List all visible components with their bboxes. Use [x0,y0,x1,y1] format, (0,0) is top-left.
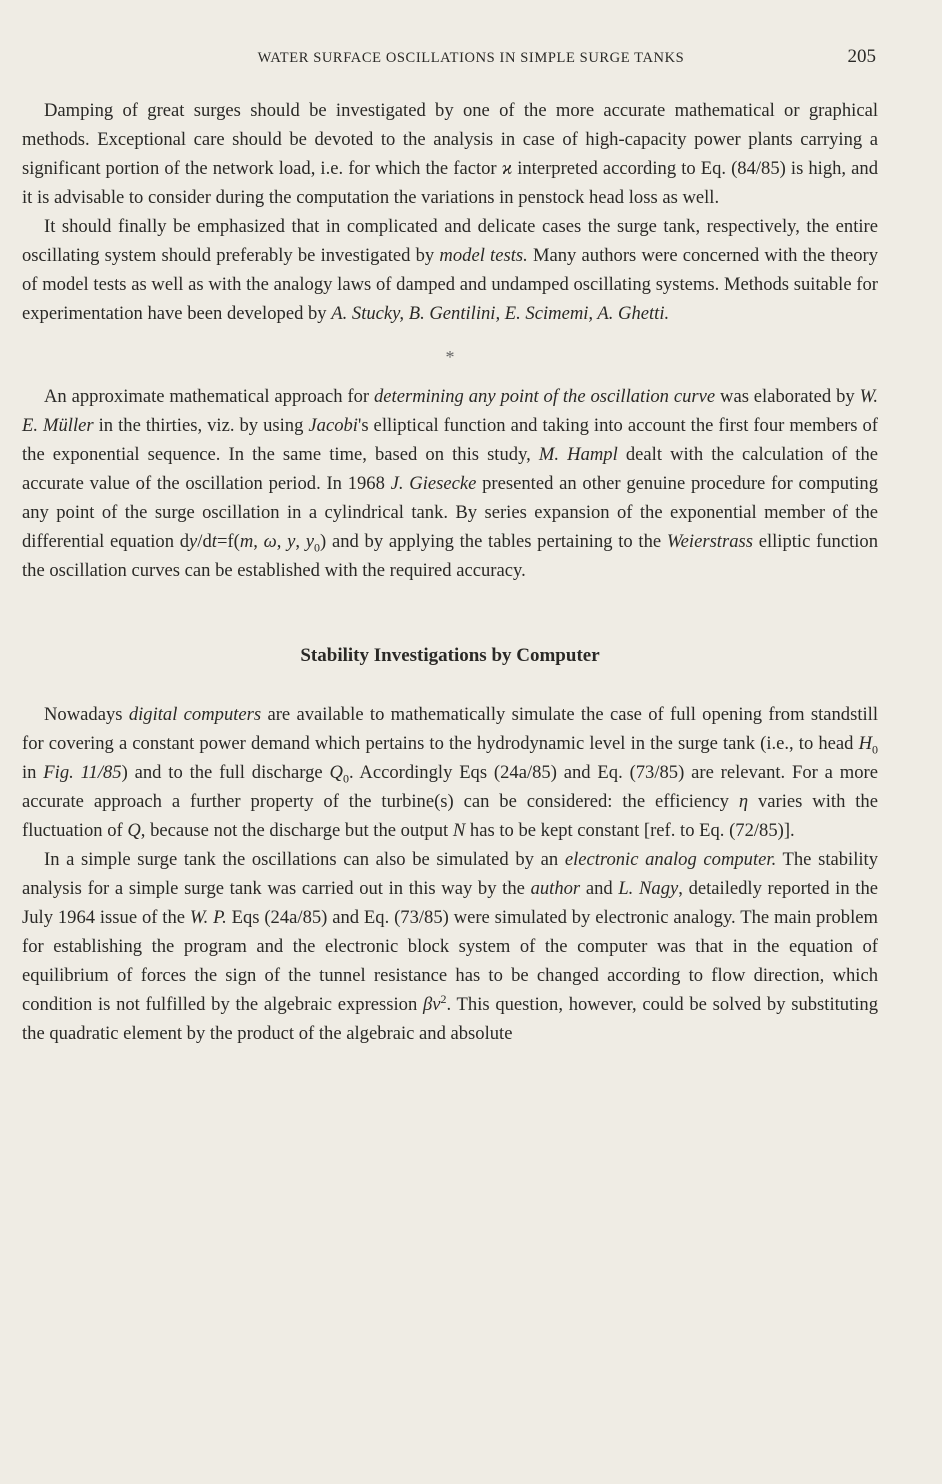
text-run: interpreted according to Eq. (84/85) is high, and it is advisable to consider during the computation the variations in penstock head loss as well. [22,158,879,208]
paragraph-analog-computer [22,845,878,1048]
paragraph-approximate-approach [22,382,878,585]
math-var: y [287,531,296,552]
text-run: An approximate mathematical approach for [44,386,374,407]
math-superscript: 2 [440,991,447,1006]
text-run: varies with the fluctuation of [22,791,878,841]
author-name: J. Giesecke [390,473,477,494]
math-var: t [211,531,217,552]
paragraph-model-tests [22,212,878,328]
text-run: , detailedly reported in the July 1964 issue of the [22,878,878,928]
math-var: y [305,531,315,552]
math-var: N [452,820,466,841]
text-run: are available to mathematically simulate the case of full opening from standstill for covering a constant power demand which pertains to the hydrodynamic level in the surge tank (i.e., to head [22,704,879,754]
author-name: L. Nagy [618,878,679,899]
math-var: Q [329,762,343,783]
symbol-kappa: ϰ [501,158,513,179]
math-var: β [423,994,433,1015]
author-name: Jacobi [308,415,358,436]
math-var: η [738,791,749,812]
text-run: was elaborated by [715,386,860,407]
text-run: in [22,762,44,783]
math-var: m [239,531,254,552]
text-run: , because not the discharge but the output [140,820,453,841]
text-run: dealt with the calculation of the accurate value of the oscillation period. In 1968 [22,444,878,494]
author-names: A. Stucky, B. Gentilini, E. Scimemi, A. Ghetti. [331,303,670,324]
text-run: ) and to the full discharge [121,762,330,783]
text-run: presented an other genuine procedure for computing any point of the surge oscillation in a cylindrical tank. By series expansion of the exponential member of the differential equation d [22,473,878,552]
italic-run: electronic analog computer. [564,849,777,870]
italic-run: author [530,878,581,899]
text-run: has to be kept constant [ref. to Eq. (72/85)]. [465,820,795,841]
italic-run: determining any point of the oscillation curve [374,386,716,407]
math-var: y [189,531,198,552]
text-run: Eqs (24a/85) and Eq. (73/85) were simulated by electronic analogy. The main problem for establishing the program and the electronic block system of the computer was that in the equation of equilibrium of forces the sign of the tunnel resistance has to be changed according to flow direction, which condition is not fulfilled by the algebraic expression [22,907,878,1015]
math-op: =f( [216,531,240,552]
italic-run: model tests. [439,245,528,266]
math-subscript: 0 [314,540,321,555]
text-run: The stability analysis for a simple surge tank was carried out in this way by the [22,849,878,899]
text-run: It should finally be emphasized that in complicated and delicate cases the surge tank, respectively, the entire oscillating system should preferably be investigated by [22,216,878,266]
page-header [0,46,942,76]
author-name: Weierstrass [666,531,753,552]
text-run: in the thirties, viz. by using [93,415,309,436]
section-heading: Stability Investigations by Computer [300,645,600,666]
math-var: H [858,733,872,754]
italic-run: W. P. [189,907,227,928]
text-run: elliptic function the oscillation curves can be established with the required accuracy. [22,531,879,581]
math-subscript: 0 [342,771,349,786]
text-run: Damping of great surges should be investigated by one of the more accurate mathematical or graphical methods. Exceptional care should be devoted to the analysis in case of high-capacity power plants carrying a significant portion of the network load, i.e. for which the factor [22,100,878,179]
math-op: , [276,531,288,552]
text-run: . This question, however, could be solved by substituting the quadratic element by the product of the algebraic and absolute [22,994,878,1044]
figure-reference: Fig. 11/85 [43,762,122,783]
math-op: , [295,531,306,552]
text-run: In a simple surge tank the oscillations can also be simulated by an [44,849,565,870]
math-var: v [432,994,441,1015]
running-head: WATER SURFACE OSCILLATIONS IN SIMPLE SURGE TANKS [257,50,685,66]
paragraph-damping [22,96,878,212]
page-number: 205 [847,46,876,67]
math-op: , [253,531,264,552]
text-run: and [580,878,619,899]
math-subscript: 0 [872,742,878,757]
text-run: . Accordingly Eqs (24a/85) and Eq. (73/85) are relevant. For a more accurate approach a further property of the turbine(s) can be considered: the efficiency [22,762,878,812]
author-name: M. Hampl [538,444,618,465]
text-run: Many authors were concerned with the theory of model tests as well as with the analogy laws of damped and undamped oscillating systems. Methods suitable for experimentation have been developed by [22,245,879,324]
body-text [22,96,878,1048]
author-name: W. E. Müller [22,386,879,436]
paragraph-digital-computers [22,700,878,845]
math-op: /d [197,531,212,552]
asterisk-separator: * [445,347,455,367]
math-var: Q [127,820,141,841]
text-run: 's elliptical function and taking into account the first four members of the exponential sequence. In the same time, based on this study, [22,415,878,465]
math-var: ω [263,531,277,552]
italic-run: digital computers [128,704,262,725]
text-run: ) and by applying the tables pertaining to the [320,531,667,552]
text-run: Nowadays [44,704,129,725]
